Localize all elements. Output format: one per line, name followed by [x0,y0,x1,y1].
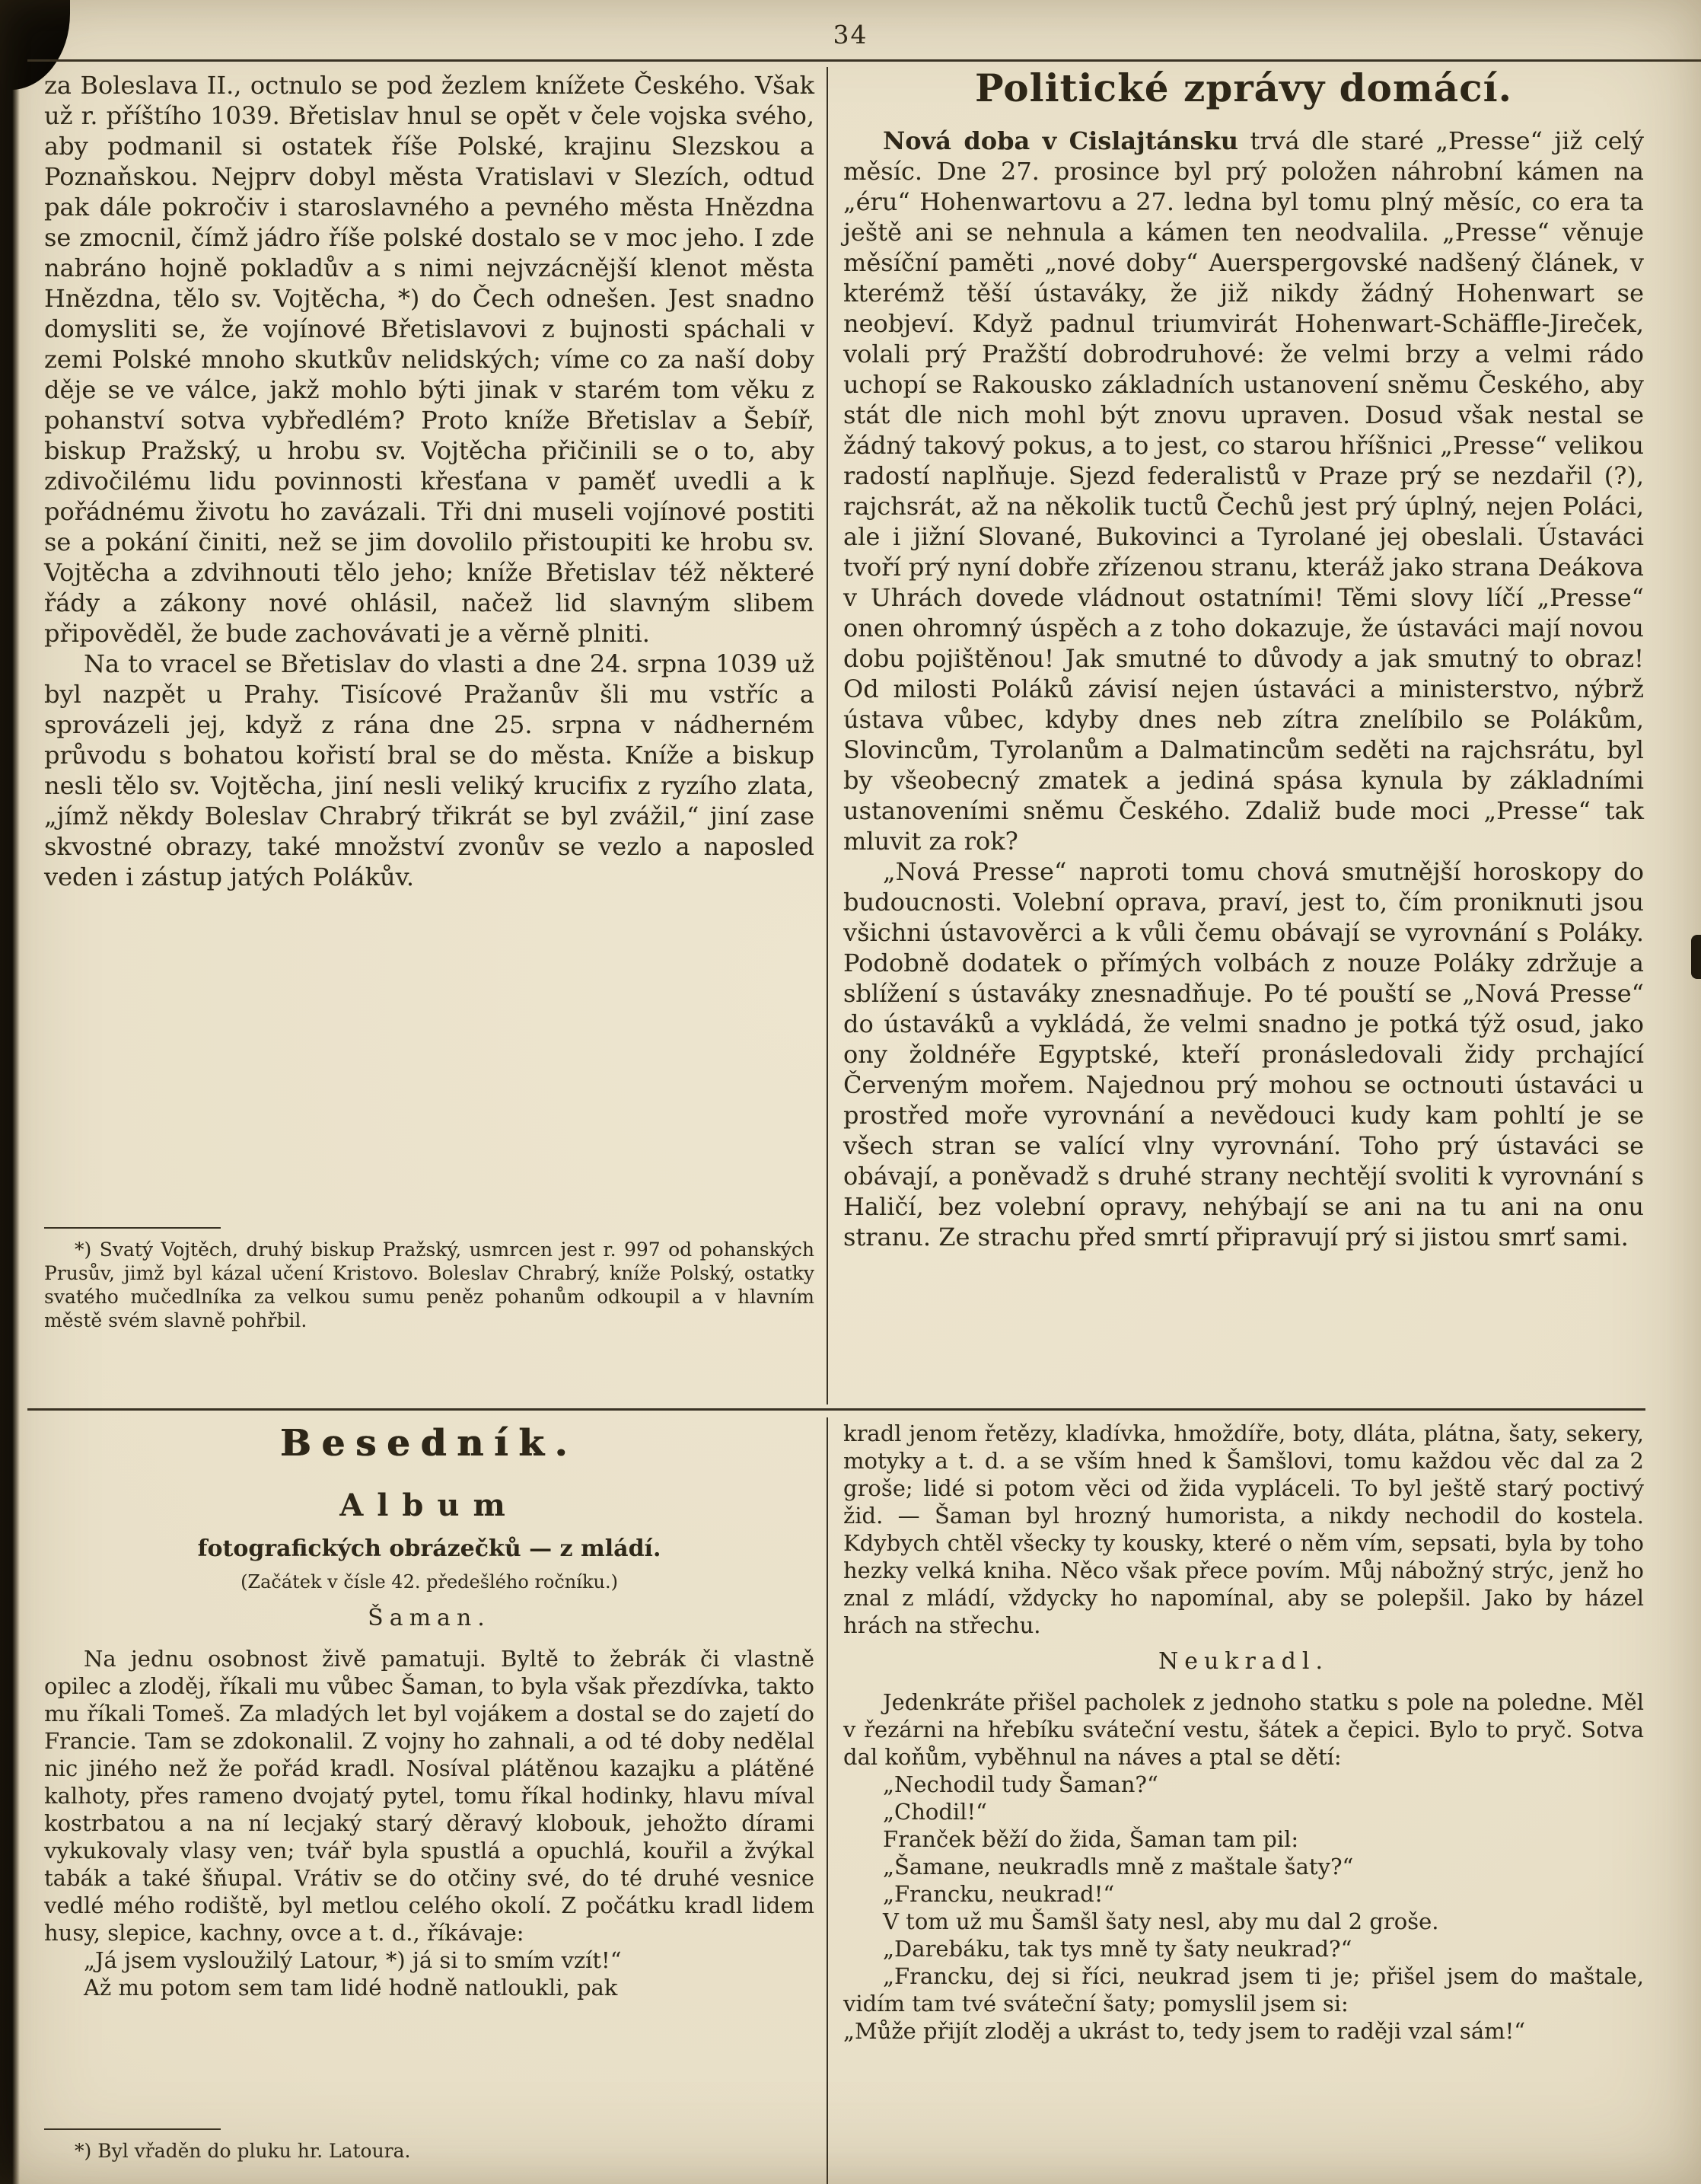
album-issue-note: (Začátek v čísle 42. předešlého ročníku.) [240,1571,618,1593]
header-rule [27,59,1701,62]
footnote-block [44,2128,814,2163]
story-paragraph: V tom už mu Šamšl šaty nesl, aby mu dal 2 groše. [883,1908,1439,1934]
section-separator-rule [27,1408,1645,1411]
article-paragraph: Na to vracel se Břetislav do vlasti a dne 24. srpna 1039 už byl nazpět u Prahy. Tisícové Pražanův šli mu vstříc a sprovázeli jej, když z rána dne 25. srpna v nádherném průvodu s bohatou kořistí bral se do města. Kníže a biskup nesli tělo sv. Vojtěcha, jiní nesli veliký krucifix z ryzího zlata, „jímž někdy Boleslav Chrabrý třikrát se byl zvážil,“ jiní zase skvostné obrazy, také množství zvonův se vezlo a naposled veden i zástup jatých Polákův. [44,649,814,891]
chapter-heading-saman: Šaman. [368,1605,491,1631]
story-paragraph: Franček běží do žida, Šaman tam pil: [883,1826,1299,1852]
article-paragraph: „Nová Presse“ naproti tomu chová smutnější horoskopy do budoucnosti. Volební oprava, praví, jest to, čím proniknuti jsou všichni ústavověrci a k vůli čemu obávají se vyrovnání s Poláky. Podobně dodatek o přímých volbách z nouze Poláky zdržuje a sblížení s ústaváky znesnadňuje. Po té pouští se „Nová Presse“ do ústaváků a vykládá, že velmi snadno je potká týž osud, jako ony žoldnéře Egyptské, kteří pronásledovali židy prchající Červeným mořem. Najednou prý mohou se octnouti ústaváci u prostřed moře vyrovnání a nevědouci kudy kam pohltí je se všech stran se valící vlny vyrovnání. Toho prý ústaváci se obávají, a poněvadž s druhé strany nechtějí svoliti k vyrovnání s Haličí, bez volební opravy, nehýbají se ani na tu ani na onu stranu. Ze strachu před smrtí připravují prý si jistou smrť sami. [843,857,1644,1251]
article-paragraph: za Boleslava II., octnulo se pod žezlem knížete Českého. Však už r. příštího 1039. Břetislav hnul se opět v čele vojska svého, aby podmanil si ostatek říše Polské, krajinu Slezskou a Poznaňskou. Nejprv dobyl města Vratislavi v Slezích, odtud pak dále pokročiv i staroslavného a pevného města Hnězdna se zmocnil, čímž jádro říše polské dostalo se v moc jeho. I zde nabráno hojně pokladův a s nimi nejvzácnější klenot města Hnězdna, tělo sv. Vojtěcha, *) do Čech odnešen. Jest snadno domysliti se, že vojínové Břetislavovi z bujnosti spáchali v zemi Polské mnoho skutkův nelidských; víme co za naší doby děje se ve válce, jakž mohlo býti jinak v starém tom věku z pohanství sotva vybředlém? Proto kníže Břetislav a Šebíř, biskup Pražský, u hrobu sv. Vojtěcha přičinili se o to, aby zdivočilému lidu povinnosti křesťana v paměť uvedli a k pořádnému životu ho zavázali. Tři dni museli vojínové postiti se a pokání činiti, než se jim dovolilo přistoupiti ke hrobu sv. Vojtěcha a zdvihnouti tělo jeho; kníže Břetislav též některé řády a zákony nové ohlásil, načež lid slavným slibem připověděl, že bude zachovávati je a věrně plniti. [44,71,814,648]
scan-right-edge-artifact [1691,935,1701,979]
footnote-rule [44,1227,221,1229]
article-paragraph [843,126,1644,856]
story-dialogue-line: „Šamane, neukradls mně z maštale šaty?“ [883,1854,1354,1880]
article-boleslav-continuation [44,70,814,892]
besednik-section-title: Besedník. [280,1422,578,1465]
story-dialogue-line: „Francku, dej si říci, neukrad jsem ti je; přišel jsem do maštale, vidím tam tvé sváteční šaty; pomyslil jsem si: [843,1963,1644,2017]
story-dialogue-line: „Může přijít zloděj a ukrást to, tedy jsem to raději vzal sám!“ [843,2018,1526,2044]
chapter-heading-neukradl: Neukradl. [1158,1648,1330,1675]
story-paragraph: Až mu potom sem tam lidé hodně natloukli, pak [84,1975,618,2001]
footnote-block [44,1227,814,1332]
page-number: 34 [833,20,868,49]
column-divider-top [827,67,828,1404]
besednik-section [44,1422,814,2001]
story-paragraph: Na jednu osobnost živě pamatuji. Byltě to žebrák či vlastně opilec a zloděj, říkali mu vůbec Šaman, to byla však přezdívka, takto mu říkali Tomeš. Za mladých let byl vojákem a dostal se do zajetí do Francie. Tam se zdokonalil. Z vojny ho zahnali, a od té doby nedělal nic jiného než že pořád kradl. Nosíval plátěnou kazajku a plátěné kalhoty, přes rameno dvojatý pytel, tomu říkal hodinky, hlavu míval kostrbatou a na ní lecjaký starý děravý klobouk, jehožto dírami vykukovaly vlasy ven; tvář byla spustlá a opuchlá, kouřil a žvýkal tabák a také šňupal. Vrátiv se do otčiny své, do té druhé vesnice vedlé mého rodiště, byl metlou celého okolí. Z počátku kradl lidem husy, slepice, kachny, ovce a t. d., říkávaje: [44,1646,814,1946]
story-paragraph: Jedenkráte přišel pacholek z jednoho statku s pole na poledne. Měl v řezárni na hřebíku sváteční vestu, šátek a čepici. Bylo to pryč. Sotva dal koňům, vyběhnul na náves a ptal se dětí: [843,1689,1644,1770]
footnote-text: *) Byl vřaděn do pluku hr. Latoura. [75,2140,411,2162]
article-politicke-zpravy [843,65,1644,1252]
story-dialogue-line: „Francku, neukrad!“ [883,1881,1115,1907]
story-dialogue-line: „Chodil!“ [883,1799,987,1825]
album-subtitle: fotografických obrázečků — z mládí. [197,1535,661,1562]
article-lead-in: Nová doba v Cislajtánsku [883,126,1238,155]
besednik-story-continuation [843,1420,1644,2045]
column-divider-bottom [827,1417,828,2184]
article-paragraph-text: trvá dle staré „Presse“ již celý měsíc. Dne 27. prosince byl prý položen náhrobní kámen na „éru“ Hohenwartovu a 27. ledna byl tomu plný měsíc, co era ta ještě ani se nehnula a kámen ten neodvalila. „Presse“ věnuje měsíční paměti „nové doby“ Auerspergovské nadšený článek, v kterémž těší ústaváky, že již nikdy žádný Hohenwart se neobjeví. Když padnul triumvirát Hohenwart-Schäffle-Jireček, volali prý Pražští dobrodruhové: že velmi brzy a velmi rádo uchopí se Rakousko základních ustanovení sněmu Českého, aby stát dle nich mohl být znovu upraven. Dosud však nestal se žádný takový pokus, a to jest, co starou hříšnici „Presse“ velikou radostí naplňuje. Sjezd federalistů v Praze prý se nezdařil (?), rajchsrát, až na několik tuctů Čechů jest prý úplný, nejen Poláci, ale i jižní Slované, Bukovinci a Tyrolané jej obeslali. Ústaváci tvoří prý nyní dobře zřízenou stranu, kteráž jako strana Deákova v Uhrách dovede vládnout ostatními! Těmi slovy líčí „Presse“ onen ohromný úspěch a z toho dokazuje, že ústaváci mají novou dobu pojištěnou! Jak smutné to důvody a jak smutný to obraz! Od milosti Poláků závisí nejen ústaváci a ministerstvo, nýbrž ústava vůbec, kdyby dnes neb zítra znelíbilo se Polákům, Slovincům, Tyrolanům a Dalmatincům seděti na rajchsrátu, byl by všeobecný zmatek a jediná spása kynula by základními ustanoveními sněmu Českého. Zdaliž bude moci „Presse“ tak mluvit za rok? [843,126,1644,856]
story-dialogue-line: „Darebáku, tak tys mně ty šaty neukrad?“ [883,1936,1352,1962]
footnote-rule [44,2128,221,2130]
story-paragraph: kradl jenom řetězy, kladívka, hmoždíře, boty, dláta, plátna, šaty, sekery, motyky a t. d. a se vším hned k Šamšlovi, tomu každou věc dal za 2 groše; lidé si potom věci od žida vypláceli. To byl ještě starý poctivý žid. — Šaman byl hrozný humorista, a nikdy nechodil do kostela. Kdybych chtěl všecky ty kousky, které o něm vím, sepsati, byla by toho hezky velká kniha. Něco však přece povím. Můj nábožný strýc, jenž ho znal z mládí, vždycky ho napomínal, aby se polepšil. Jako by házel hrách na střechu. [843,1420,1644,1638]
footnote-text: *) Svatý Vojtěch, druhý biskup Pražský, usmrcen jest r. 997 od pohanských Prusův, jimž byl kázal učení Kristovo. Boleslav Chrabrý, kníže Polský, ostatky svatého mučedlníka za velkou sumu peněz pohanům odkoupil a v hlavním městě svém slavně pohřbil. [44,1239,814,1331]
article-title: Politické zprávy domácí. [974,65,1513,110]
scan-left-edge-artifact [0,0,20,2184]
album-title: Album [339,1487,519,1523]
story-dialogue-line: „Nechodil tudy Šaman?“ [883,1771,1158,1797]
story-dialogue-line: „Já jsem vysloužilý Latour, *) já si to smím vzít!“ [84,1947,622,1973]
